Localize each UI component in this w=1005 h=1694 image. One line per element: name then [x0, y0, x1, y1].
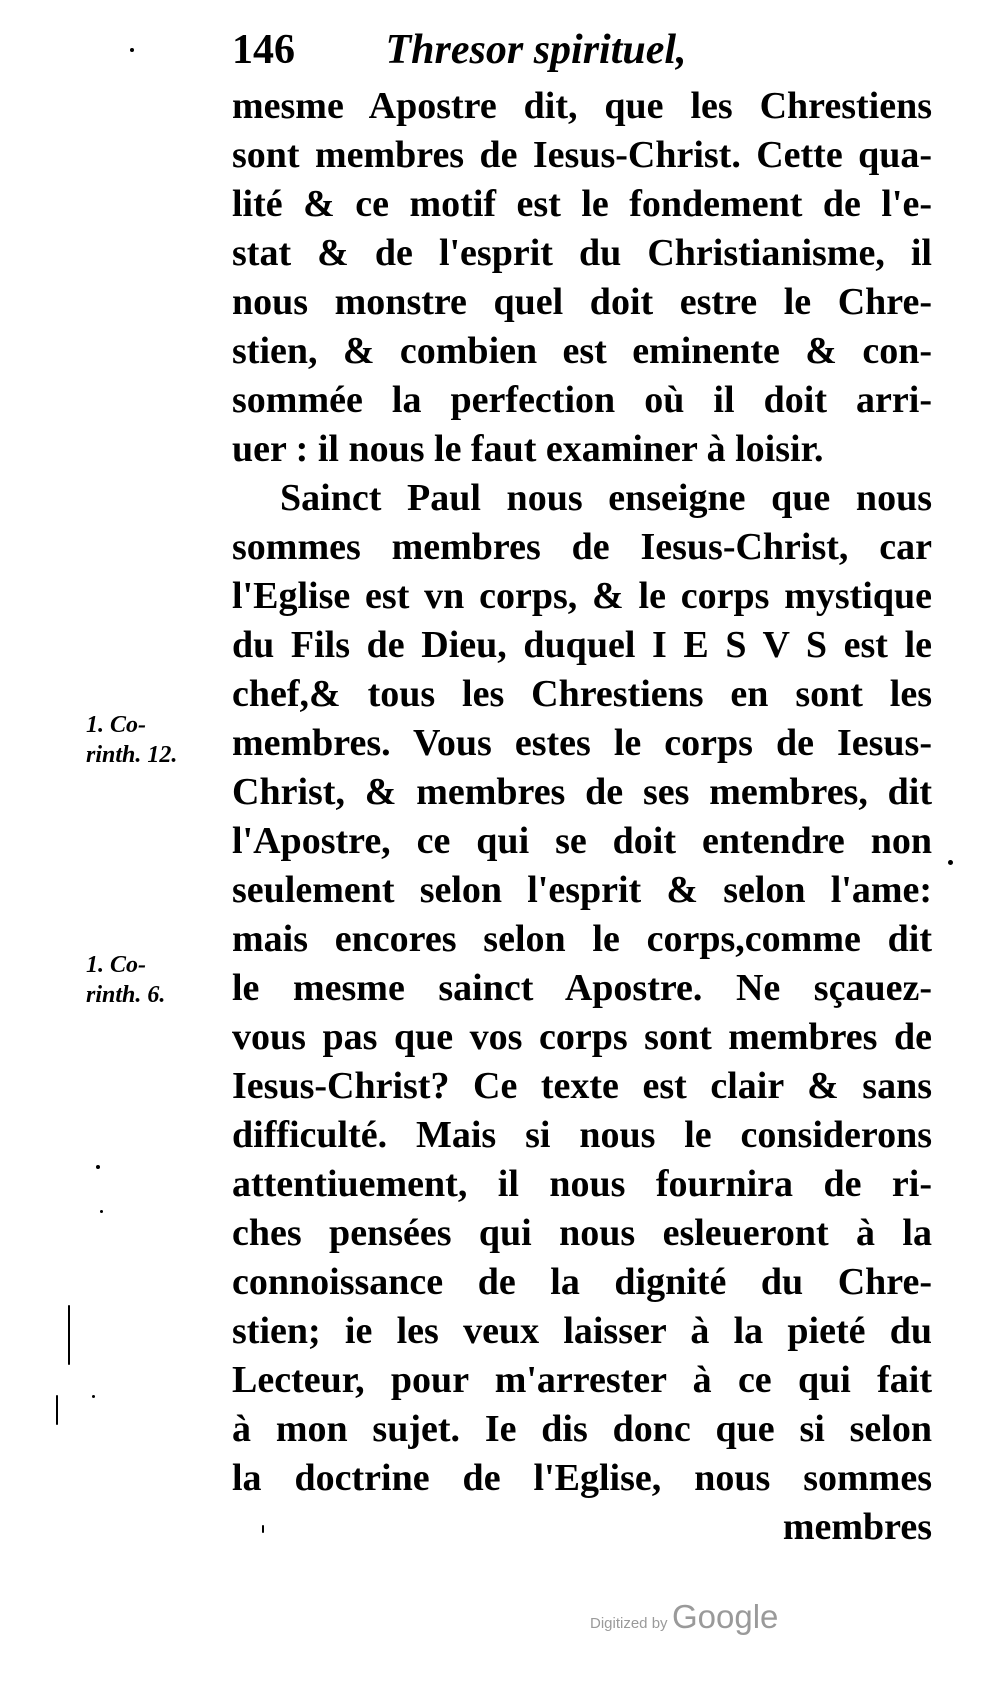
- text-line: vous pas que vos corps sont membres de: [232, 1016, 932, 1058]
- margin-note-2: [86, 950, 216, 1010]
- margin-note-line: 1. Co-: [86, 952, 146, 978]
- margin-note-1: [86, 710, 216, 770]
- scan-speck: [948, 860, 953, 865]
- page-header: [232, 20, 762, 80]
- text-line: uer : il nous le faut examiner à loisir.: [232, 428, 824, 470]
- digitized-by-label: Digitized by: [590, 1615, 668, 1632]
- text-line: difficulté. Mais si nous le considerons: [232, 1114, 932, 1156]
- body-text: [232, 82, 932, 1552]
- margin-note-line: rinth. 12.: [86, 742, 178, 768]
- running-title: Thresor spirituel,: [385, 27, 687, 73]
- text-line: Christ, & membres de ses membres, dit: [232, 771, 932, 813]
- text-line: Lecteur, pour m'arrester à ce qui fait: [232, 1359, 932, 1401]
- scan-speck: [68, 1305, 70, 1365]
- text-line: sont membres de Iesus-Christ. Cette qua-: [232, 134, 932, 176]
- text-line: mais encores selon le corps,comme dit: [232, 918, 932, 960]
- text-line: sommes membres de Iesus-Christ, car: [232, 526, 932, 568]
- scan-speck: [100, 1210, 103, 1213]
- digitized-watermark: [590, 1598, 778, 1638]
- text-line: l'Eglise est vn corps, & le corps mystique: [232, 575, 932, 617]
- text-line: stien, & combien est eminente & con-: [232, 330, 932, 372]
- text-line: chef,& tous les Chrestiens en sont les: [232, 673, 932, 715]
- scan-speck: [56, 1395, 58, 1425]
- page-number: 146: [232, 27, 295, 73]
- text-line: attentiuement, il nous fournira de ri-: [232, 1163, 932, 1205]
- scan-speck: [262, 1525, 264, 1533]
- margin-note-line: 1. Co-: [86, 712, 146, 738]
- text-line: à mon sujet. Ie dis donc que si selon: [232, 1408, 932, 1450]
- text-line: membres. Vous estes le corps de Iesus-: [232, 722, 932, 764]
- text-line: stat & de l'esprit du Christianisme, il: [232, 232, 932, 274]
- text-line: Sainct Paul nous enseigne que nous: [280, 477, 932, 519]
- text-line: ches pensées qui nous esleueront à la: [232, 1212, 932, 1254]
- catchword: membres: [782, 1506, 932, 1548]
- text-line: sommée la perfection où il doit arri-: [232, 379, 932, 421]
- text-line: nous monstre quel doit estre le Chre-: [232, 281, 932, 323]
- text-line: la doctrine de l'Eglise, nous sommes: [232, 1457, 932, 1499]
- margin-note-line: rinth. 6.: [86, 982, 166, 1008]
- text-line: lité & ce motif est le fondement de l'e-: [232, 183, 932, 225]
- text-line: du Fils de Dieu, duquel I E S V S est le: [232, 624, 932, 666]
- text-line: stien; ie les veux laisser à la pieté du: [232, 1310, 932, 1352]
- scan-speck: [130, 48, 134, 52]
- text-line: mesme Apostre dit, que les Chrestiens: [232, 85, 932, 127]
- scan-speck: [96, 1165, 100, 1169]
- text-line: Iesus-Christ? Ce texte est clair & sans: [232, 1065, 932, 1107]
- text-line: connoissance de la dignité du Chre-: [232, 1261, 932, 1303]
- text-line: le mesme sainct Apostre. Ne sçauez-: [232, 967, 932, 1009]
- text-line: seulement selon l'esprit & selon l'ame:: [232, 869, 932, 911]
- scan-speck: [92, 1395, 95, 1398]
- google-logo: Google: [672, 1598, 779, 1635]
- text-line: l'Apostre, ce qui se doit entendre non: [232, 820, 932, 862]
